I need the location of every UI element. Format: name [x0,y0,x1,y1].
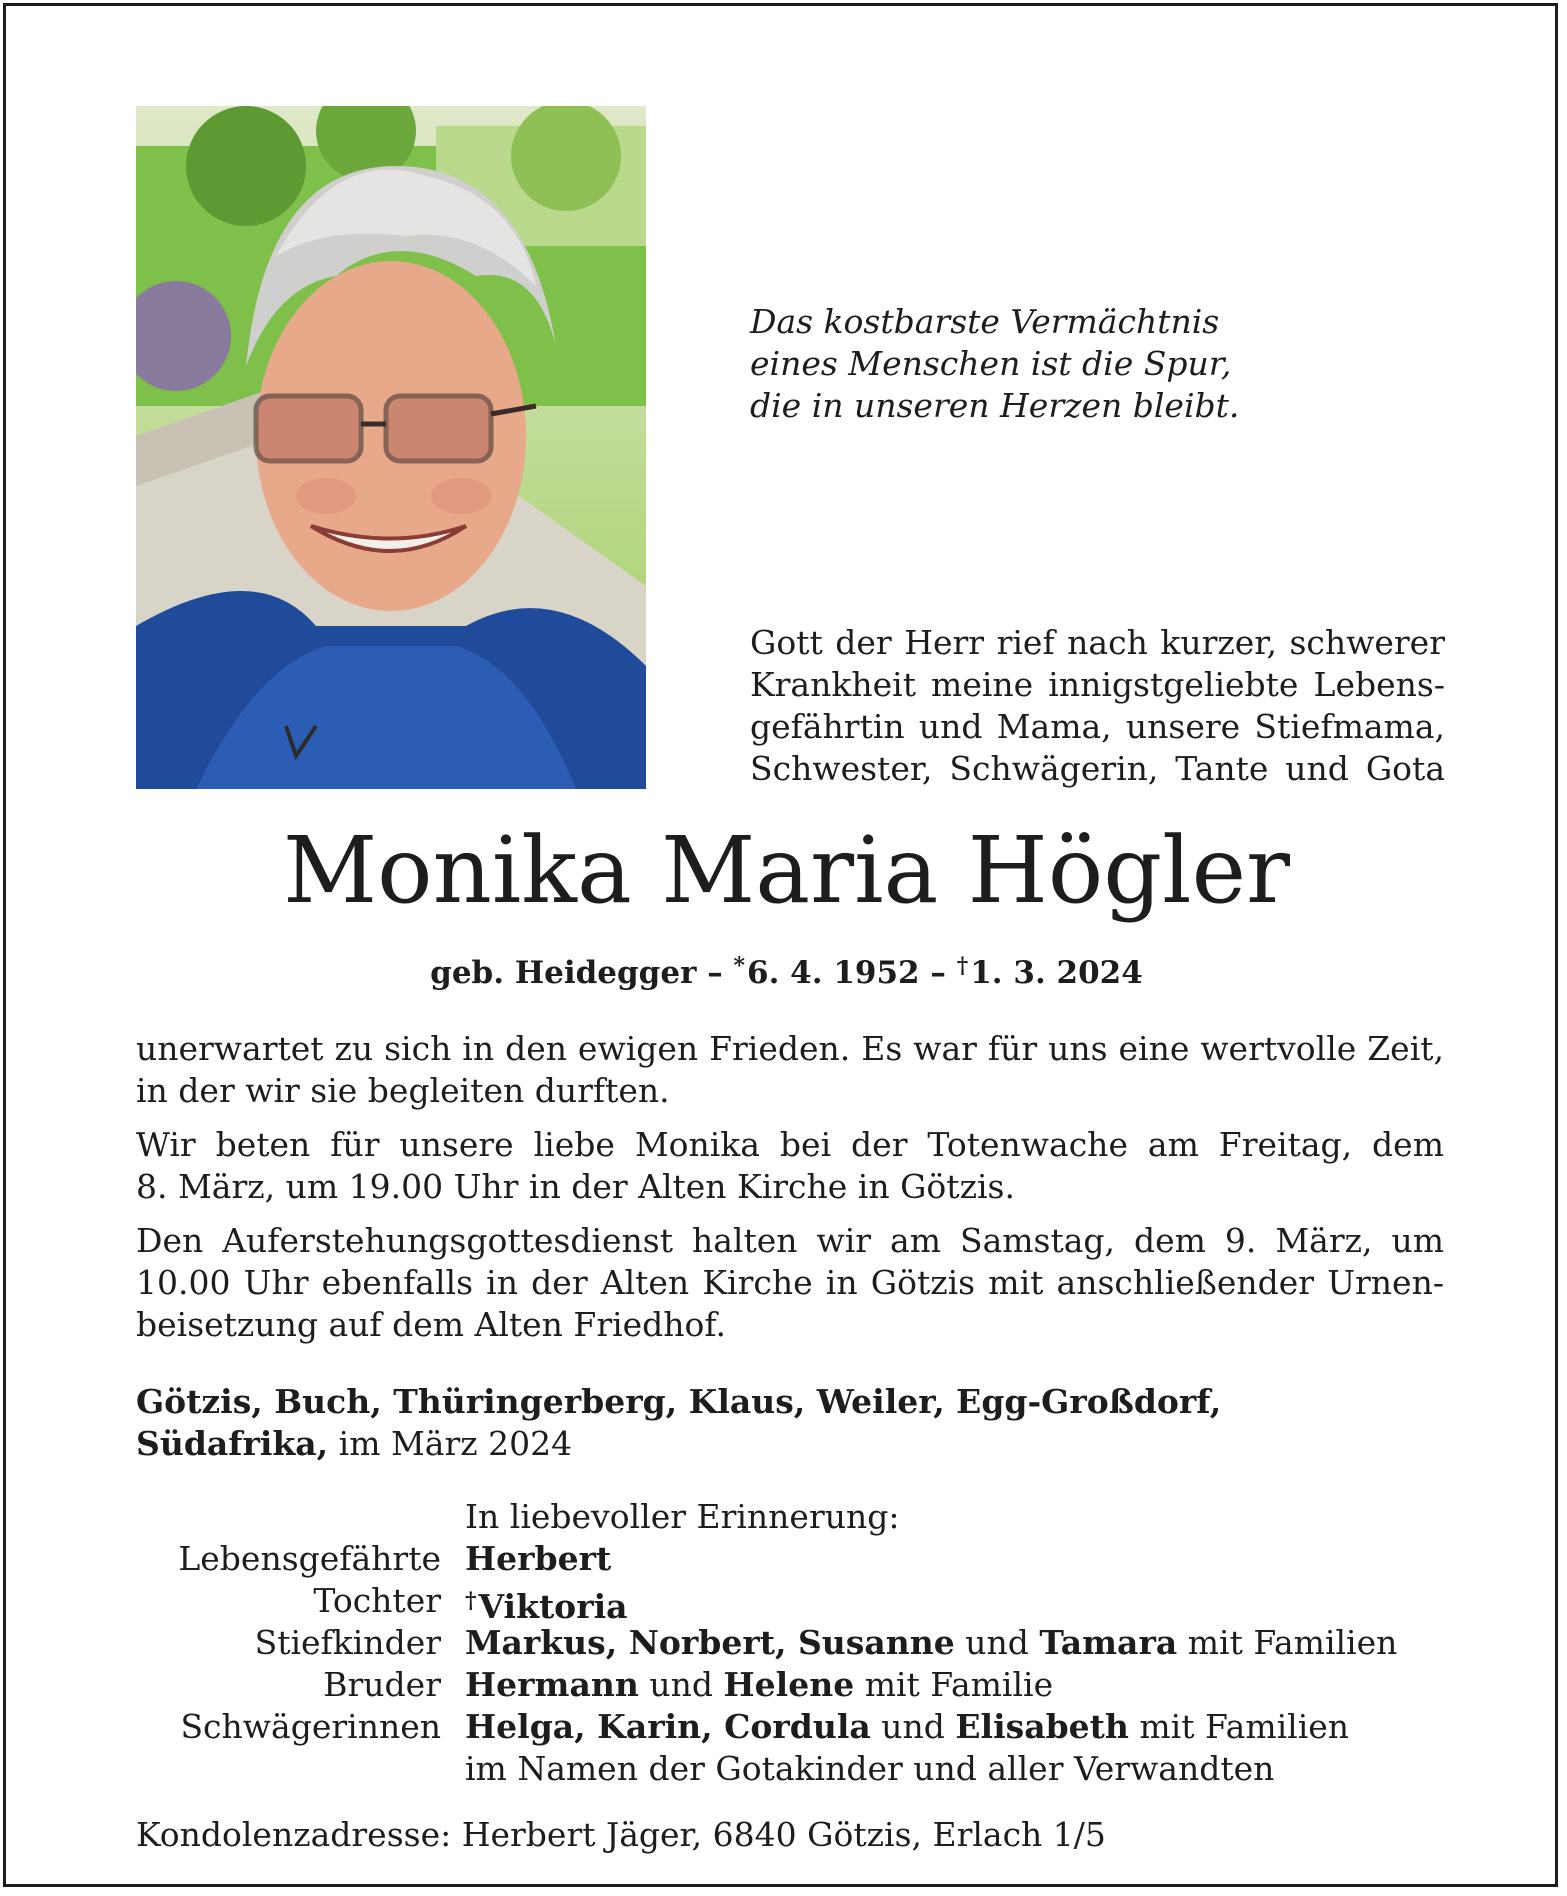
death-cross-icon: † [465,1588,477,1614]
memorial-quote [750,301,1310,427]
quote-line: die in unseren Herzen bleibt. [750,386,1240,425]
family-row [136,1706,1466,1748]
announcement-intro [750,622,1445,790]
body-line: in der wir sie begleiten durften. [136,1071,670,1110]
birth-star-icon: * [733,953,746,979]
intro-line: Gott der Herr rief nach kurzer, schwerer [750,623,1445,662]
relative-names: Hermann und Helene mit Familie [465,1665,1054,1704]
family-list [136,1496,1466,1790]
places-date: im März 2024 [338,1424,573,1463]
quote-line: Das kostbarste Vermächtnis [750,302,1220,341]
body-line: 8. März, um 19.00 Uhr in der Alten Kirche in Götzis. [136,1167,1015,1206]
relative-names: Markus, Norbert, Susanne und Tamara mit Familien [465,1623,1398,1662]
family-closing: im Namen der Gotakinder und aller Verwandten [465,1749,1275,1788]
place-and-date [136,1381,1444,1465]
condolence-address: Kondolenzadresse: Herbert Jäger, 6840 Götzis, Erlach 1/5 [136,1815,1106,1854]
places-line [136,1423,1444,1465]
maiden-name: geb. Heidegger [430,955,697,991]
relation-label: Tochter [313,1581,441,1620]
death-date: 1. 3. 2024 [970,955,1143,991]
family-heading: In liebevoller Erinnerung: [465,1497,900,1536]
body-paragraph-1 [136,1028,1444,1112]
body-paragraph-2 [136,1124,1444,1208]
relative-names: Herbert [465,1539,612,1578]
intro-line: Krankheit meine innigstgeliebte Lebens- [750,665,1445,704]
places-bold: Südafrika, [136,1424,329,1463]
relation-label: Bruder [323,1665,441,1704]
life-dates [6,946,1567,993]
places-line: Götzis, Buch, Thüringerberg, Klaus, Weiler, Egg-Großdorf, [136,1382,1222,1421]
body-line: beisetzung auf dem Alten Friedhof. [136,1305,726,1344]
portrait-photo [136,106,646,789]
relation-label: Lebensgefährte [178,1539,441,1578]
obituary-card [3,3,1558,1887]
family-row [136,1580,1466,1626]
intro-line: gefährtin und Mama, unsere Stiefmama, [750,707,1445,746]
body-line: Wir beten für unsere liebe Monika bei der Totenwache am Freitag, dem [136,1125,1444,1164]
family-heading-row [136,1496,1466,1538]
relative-names: Helga, Karin, Cordula und Elisabeth mit Familien [465,1707,1350,1746]
family-row [136,1622,1466,1664]
relative-names: †Viktoria [465,1587,628,1626]
deceased-name: Monika Maria Högler [282,817,1290,924]
separator: – [707,955,723,991]
intro-line: Schwester, Schwägerin, Tante und Gota [750,749,1445,788]
family-closing-row [136,1748,1466,1790]
relation-label: Stiefkinder [254,1623,441,1662]
body-line: Den Auferstehungsgottesdienst halten wir am Samstag, dem 9. März, um [136,1221,1444,1260]
separator: – [930,955,946,991]
body-line: 10.00 Uhr ebenfalls in der Alten Kirche in Götzis mit anschließender Urnen- [136,1263,1444,1302]
birth-date: 6. 4. 1952 [747,955,920,991]
family-row [136,1538,1466,1580]
body-paragraph-3 [136,1220,1444,1346]
death-cross-icon: † [956,953,969,979]
quote-line: eines Menschen ist die Spur, [750,344,1232,383]
family-row [136,1664,1466,1706]
relation-label: Schwägerinnen [180,1707,441,1746]
body-line: unerwartet zu sich in den ewigen Frieden. Es war für uns eine wertvolle Zeit, [136,1029,1444,1068]
